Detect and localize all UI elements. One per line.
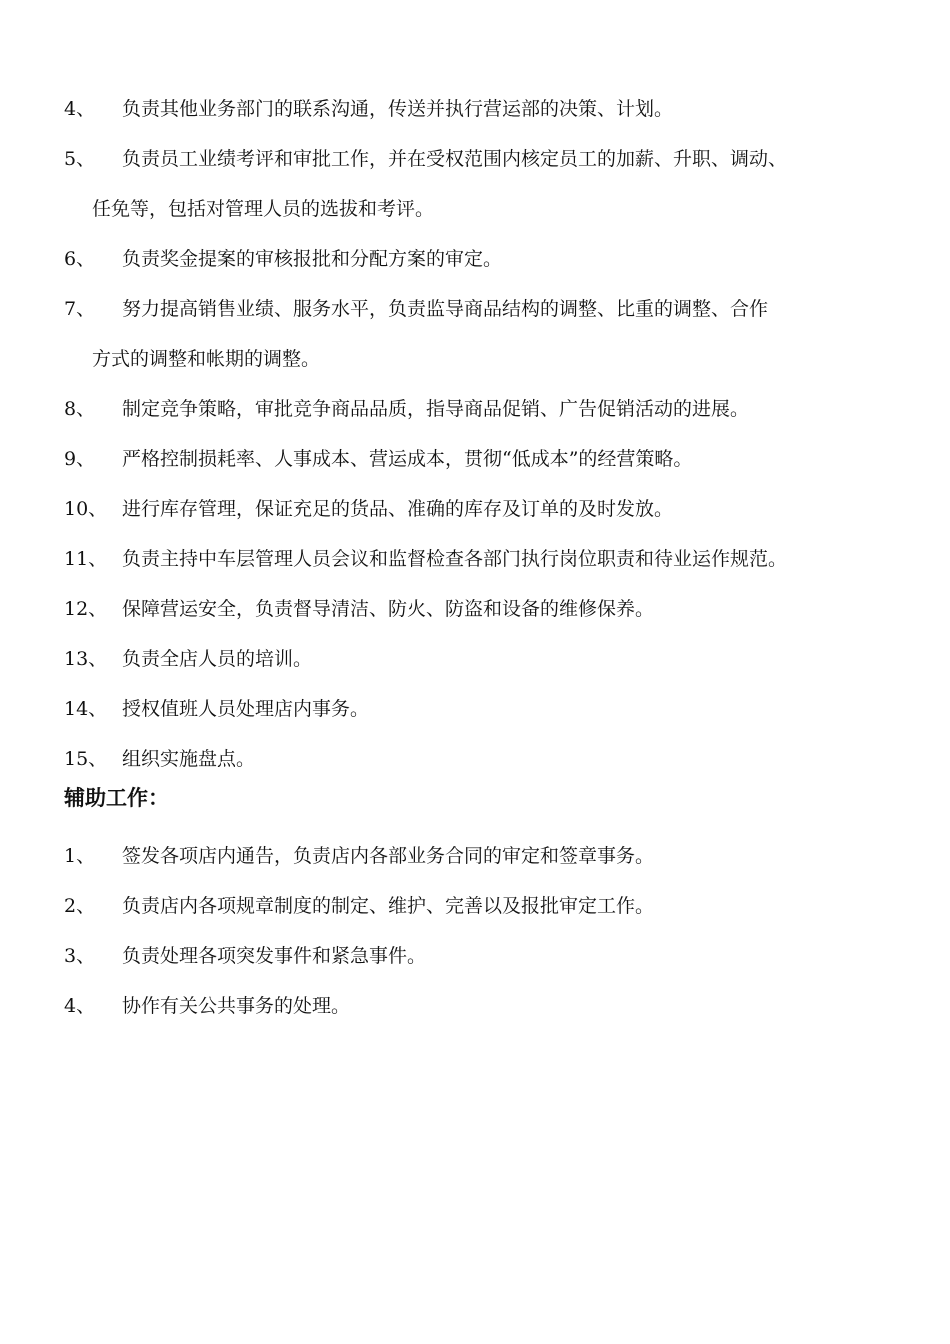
- item-number: 15、: [64, 748, 108, 770]
- list-item: [64, 831, 914, 881]
- list-item: [64, 931, 914, 981]
- item-number: 9、: [64, 448, 96, 470]
- list-item: [64, 534, 914, 584]
- item-text: 授权值班人员处理店内事务。: [122, 698, 370, 720]
- list-item: [64, 134, 914, 234]
- item-number: 4、: [64, 995, 96, 1017]
- item-text: 负责处理各项突发事件和紧急事件。: [122, 945, 427, 967]
- item-text: 进行库存管理，保证充足的货品、准确的库存及订单的及时发放。: [122, 498, 674, 520]
- list-item: [64, 981, 914, 1031]
- item-number: 11、: [64, 548, 108, 570]
- item-number: 10、: [64, 498, 108, 520]
- list-item: [64, 284, 914, 384]
- aux-duties-heading: 辅助工作：: [64, 786, 169, 810]
- aux-duties-list: [64, 831, 914, 1031]
- item-text: 负责全店人员的培训。: [122, 648, 313, 670]
- list-item: [64, 584, 914, 634]
- item-text: 负责奖金提案的审核报批和分配方案的审定。: [122, 248, 503, 270]
- list-item: [64, 434, 914, 484]
- item-number: 8、: [64, 398, 96, 420]
- item-number: 5、: [64, 148, 96, 170]
- item-number: 3、: [64, 945, 96, 967]
- item-text: 保障营运安全，负责督导清洁、防火、防盗和设备的维修保养。: [122, 598, 655, 620]
- item-number: 7、: [64, 298, 96, 320]
- list-item: [64, 881, 914, 931]
- item-text: [92, 134, 914, 234]
- item-number: 1、: [64, 845, 96, 867]
- item-number: 14、: [64, 698, 108, 720]
- item-text: 负责店内各项规章制度的制定、维护、完善以及报批审定工作。: [122, 895, 655, 917]
- list-item: [64, 634, 914, 684]
- list-item: [64, 384, 914, 434]
- item-text-line-2: 方式的调整和帐期的调整。: [92, 348, 321, 370]
- main-duties-list: [64, 84, 914, 784]
- item-text-line-2: 任免等，包括对管理人员的选拔和考评。: [92, 198, 435, 220]
- item-text: 负责其他业务部门的联系沟通，传送并执行营运部的决策、计划。: [122, 98, 674, 120]
- item-text: 协作有关公共事务的处理。: [122, 995, 351, 1017]
- item-number: 6、: [64, 248, 96, 270]
- list-item: [64, 734, 914, 784]
- list-item: [64, 684, 914, 734]
- item-text: 签发各项店内通告，负责店内各部业务合同的审定和签章事务。: [122, 845, 655, 867]
- item-text: 严格控制损耗率、人事成本、营运成本，贯彻“低成本”的经营策略。: [122, 448, 693, 470]
- item-text: 负责主持中车层管理人员会议和监督检查各部门执行岗位职责和待业运作规范。: [122, 548, 788, 570]
- item-text: 制定竞争策略，审批竞争商品品质，指导商品促销、广告促销活动的进展。: [122, 398, 750, 420]
- item-text-line-1: 努力提高销售业绩、服务水平，负责监导商品结构的调整、比重的调整、合作: [122, 298, 769, 320]
- item-text: 组织实施盘点。: [122, 748, 256, 770]
- item-number: 13、: [64, 648, 108, 670]
- list-item: [64, 484, 914, 534]
- item-text: [92, 284, 914, 384]
- item-text-line-1: 负责员工业绩考评和审批工作，并在受权范围内核定员工的加薪、升职、调动、: [122, 148, 788, 170]
- list-item: [64, 234, 914, 284]
- item-number: 4、: [64, 98, 96, 120]
- item-number: 2、: [64, 895, 96, 917]
- item-number: 12、: [64, 598, 108, 620]
- list-item: [64, 84, 914, 134]
